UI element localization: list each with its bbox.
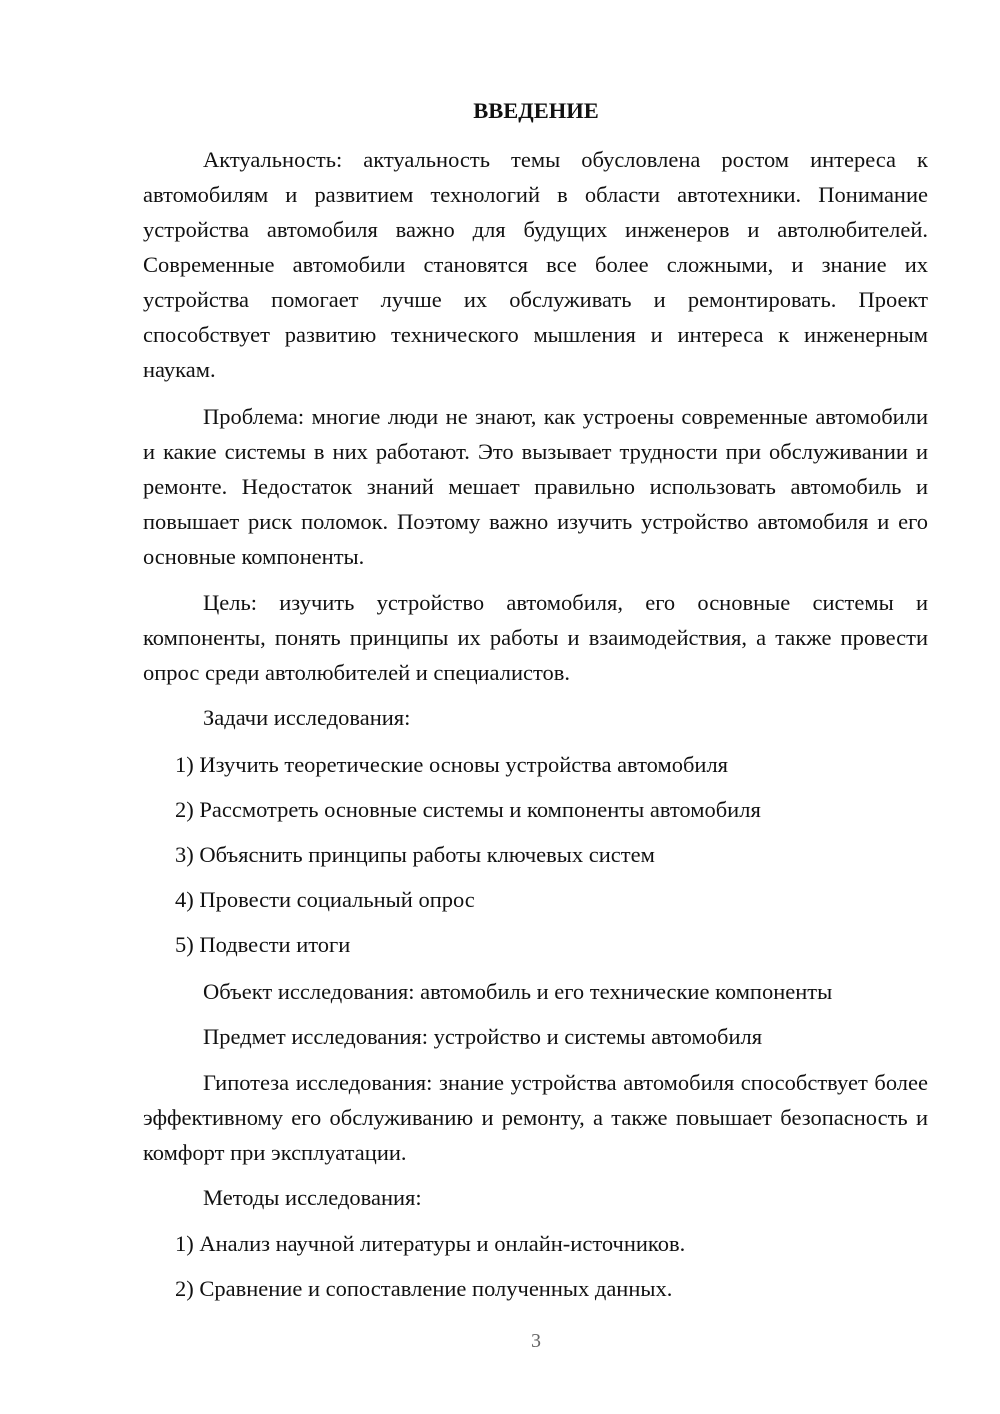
task-item: 4) Провести социальный опрос (175, 887, 475, 912)
research-object: Объект исследования: автомобиль и его технические компоненты (203, 979, 833, 1004)
tasks-heading: Задачи исследования: (203, 705, 411, 730)
research-hypothesis: Гипотеза исследования: знание устройства автомобиля способствует более эффективному его обслуживанию и ремонту, а также повышает безопасность и комфорт при эксплуатации. (143, 1070, 928, 1165)
section-title: ВВЕДЕНИЕ (473, 98, 599, 123)
task-item: 2) Рассмотреть основные системы и компоненты автомобиля (175, 797, 761, 822)
paragraph-problem: Проблема: многие люди не знают, как устроены современные автомобили и какие системы в них работают. Это вызывает трудности при обслуживании и ремонте. Недостаток знаний мешает правильно использовать автомобиль и повышает риск поломок. Поэтому важно изучить устройство автомобиля и его основные компоненты. (143, 404, 928, 569)
research-subject: Предмет исследования: устройство и системы автомобиля (203, 1024, 763, 1049)
methods-heading: Методы исследования: (203, 1185, 422, 1210)
paragraph-goal: Цель: изучить устройство автомобиля, его основные системы и компоненты, понять принципы их работы и взаимодействия, а также провести опрос среди автолюбителей и специалистов. (143, 590, 928, 685)
paragraph-relevance: Актуальность: актуальность темы обусловлена ростом интереса к автомобилям и развитием технологий в области автотехники. Понимание устройства автомобиля важно для будущих инженеров и автолюбителей. Современные автомобили становятся все более сложными, и знание их устройства помогает лучше их обслуживать и ремонтировать. Проект способствует развитию технического мышления и интереса к инженерным наукам. (143, 147, 928, 382)
method-item: 2) Сравнение и сопоставление полученных данных. (175, 1276, 673, 1301)
task-item: 1) Изучить теоретические основы устройства автомобиля (175, 752, 729, 777)
page-number: 3 (531, 1330, 541, 1352)
task-item: 5) Подвести итоги (175, 932, 351, 957)
task-item: 3) Объяснить принципы работы ключевых систем (175, 842, 655, 867)
method-item: 1) Анализ научной литературы и онлайн-источников. (175, 1231, 686, 1256)
